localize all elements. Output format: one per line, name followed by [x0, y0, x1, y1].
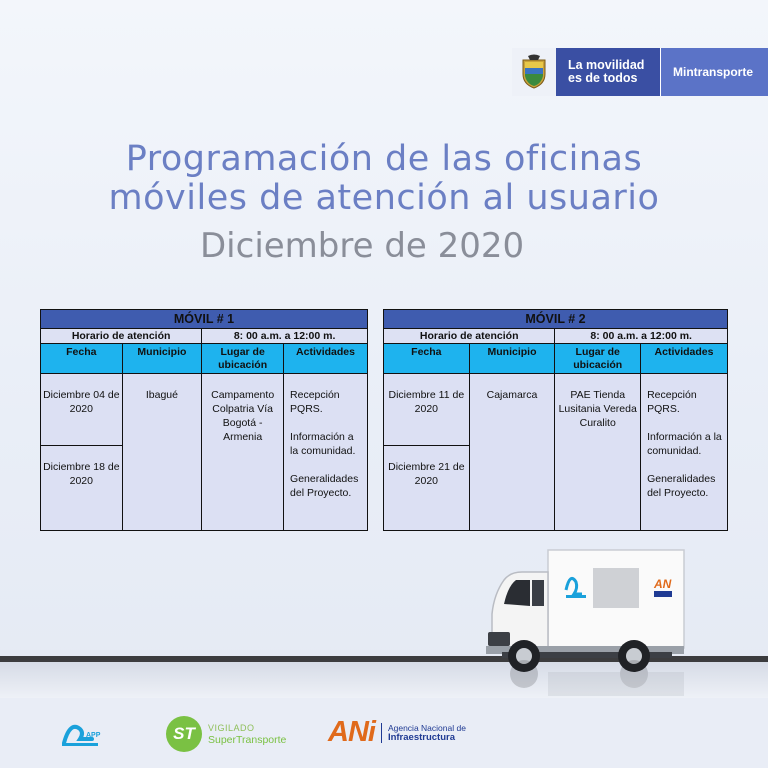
ani-logo-icon: [653, 577, 672, 597]
actividad-item: Información a la comunidad.: [290, 431, 356, 457]
svg-text:APP: APP: [86, 732, 101, 739]
column-header-lugar: Lugar de ubicación: [202, 344, 284, 374]
column-header-actividades: Actividades: [641, 344, 728, 374]
table-heading: MÓVIL # 2: [384, 310, 728, 329]
table-heading: MÓVIL # 1: [41, 310, 368, 329]
column-header-fecha: Fecha: [41, 344, 123, 374]
actividad-item: Recepción PQRS.: [647, 389, 697, 415]
schedule-table-movil-1: [40, 309, 368, 531]
ministry-name: Mintransporte: [660, 48, 768, 96]
horario-value: 8: 00 a.m. a 12:00 m.: [202, 329, 368, 344]
actividad-item: Generalidades del Proyecto.: [290, 473, 359, 499]
app-logo: [58, 715, 106, 751]
date-cell: Diciembre 21 de 2020: [384, 446, 470, 531]
ani-logo: [328, 716, 466, 749]
svg-text:AN: AN: [654, 577, 672, 591]
truck-illustration: [482, 548, 688, 698]
page-title: [0, 140, 768, 218]
municipio-cell: Ibagué: [122, 374, 202, 531]
actividades-cell: [284, 374, 368, 531]
column-header-actividades: Actividades: [284, 344, 368, 374]
date-cell: Diciembre 11 de 2020: [384, 374, 470, 446]
st-label-name: SuperTransporte: [208, 734, 287, 746]
horario-label: Horario de atención: [41, 329, 202, 344]
column-header-lugar: Lugar de ubicación: [555, 344, 641, 374]
municipio-cell: Cajamarca: [469, 374, 555, 531]
horario-value: 8: 00 a.m. a 12:00 m.: [555, 329, 728, 344]
lugar-cell: PAE Tienda Lusitania Vereda Curalito: [555, 374, 641, 531]
actividades-cell: [641, 374, 728, 531]
title-line-1: Programación de las oficinas: [125, 139, 643, 179]
schedule-table-movil-2: [383, 309, 728, 531]
ani-label-line-1: Agencia Nacional de: [387, 722, 466, 733]
page-subtitle: Diciembre de 2020: [200, 226, 525, 266]
actividad-item: Información a la comunidad.: [647, 431, 722, 457]
mintransporte-brand-bar: [512, 48, 768, 96]
title-line-2: móviles de atención al usuario: [108, 178, 660, 218]
lugar-cell: Campamento Colpatria Vía Bogotá - Armenia: [202, 374, 284, 531]
ani-label-line-2: Infraestructura: [387, 731, 456, 743]
supertransporte-logo: [166, 716, 286, 752]
st-mark: ST: [166, 716, 202, 752]
column-header-municipio: Municipio: [469, 344, 555, 374]
slogan-text: La movilidad es de todos: [556, 48, 660, 96]
st-label-vigilado: VIGILADO: [208, 723, 255, 733]
date-cell: Diciembre 04 de 2020: [41, 374, 123, 446]
actividad-item: Generalidades del Proyecto.: [647, 473, 716, 499]
actividad-item: Recepción PQRS.: [290, 389, 340, 415]
date-cell: Diciembre 18 de 2020: [41, 446, 123, 531]
column-header-fecha: Fecha: [384, 344, 470, 374]
ani-mark: ANi: [328, 716, 375, 748]
horario-label: Horario de atención: [384, 329, 555, 344]
column-header-municipio: Municipio: [122, 344, 202, 374]
coat-of-arms-icon: [512, 48, 556, 96]
